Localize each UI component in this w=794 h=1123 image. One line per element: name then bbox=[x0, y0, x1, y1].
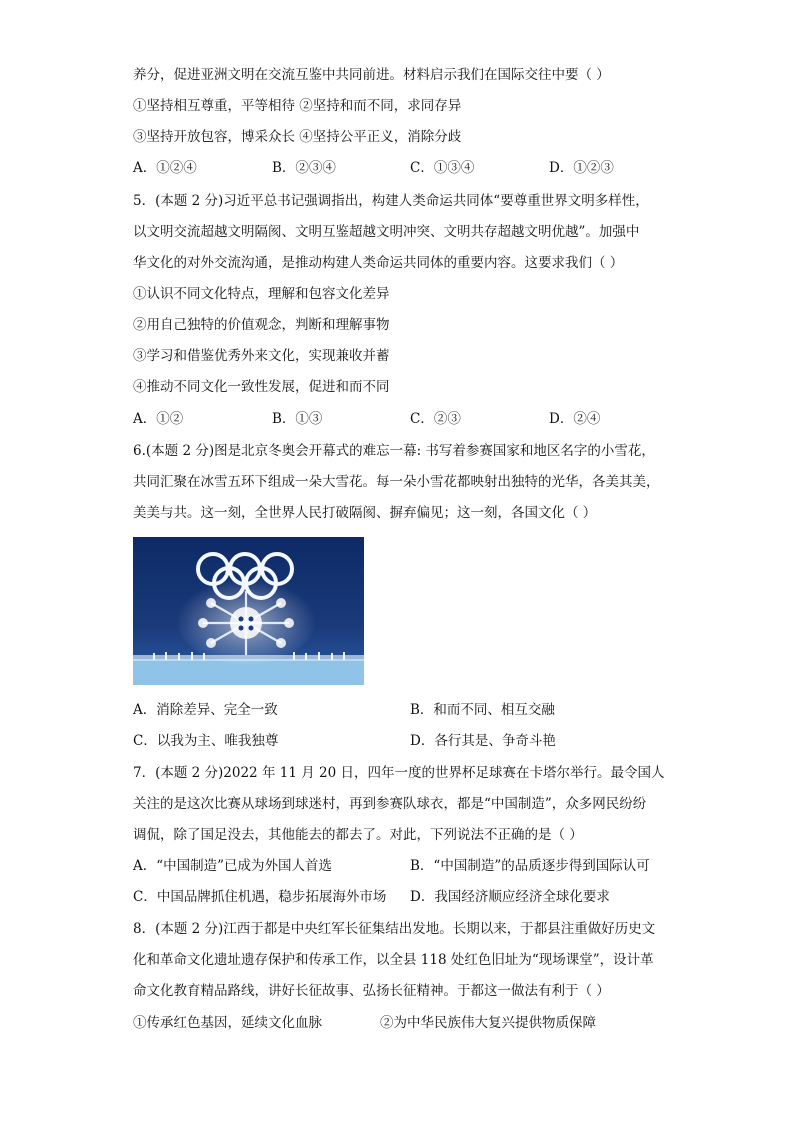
q5-option-c[interactable]: C．②③ bbox=[410, 411, 461, 427]
q7-option-d[interactable]: D．我国经济顺应经济全球化要求 bbox=[410, 889, 610, 905]
q6-stem-2: 共同汇聚在冰雪五环下组成一朵大雪花。每一朵小雪花都映射出独特的光华，各美其美， bbox=[133, 474, 660, 490]
q6-option-a[interactable]: A．消除差异、完全一致 bbox=[133, 702, 278, 718]
q7-option-b[interactable]: B．“中国制造”的品质逐步得到国际认可 bbox=[410, 858, 650, 874]
q5-stem-2: 以文明交流超越文明隔阂、文明互鉴超越文明冲突、文明共存超越文明优越”。加强中 bbox=[133, 224, 640, 240]
q5-stem-3: 华文化的对外交流沟通，是推动构建人类命运共同体的重要内容。这要求我们（ ） bbox=[133, 255, 624, 271]
q5-stem-1: 5．(本题 2 分)习近平总书记强调指出，构建人类命运共同体“要尊重世界文明多样性， bbox=[133, 193, 649, 209]
q5-item-1: ①认识不同文化特点，理解和包容文化差异 bbox=[133, 286, 390, 302]
q5-item-4: ④推动不同文化一致性发展，促进和而不同 bbox=[133, 379, 390, 395]
q4-option-b[interactable]: B．②③④ bbox=[272, 160, 336, 176]
q7-option-c[interactable]: C．中国品牌抓住机遇，稳步拓展海外市场 bbox=[133, 889, 387, 905]
q5-option-d[interactable]: D．②④ bbox=[549, 411, 601, 427]
q8-item-1: ①传承红色基因，延续文化血脉 bbox=[133, 1015, 322, 1031]
q7-stem-3: 调侃，除了国足没去，其他能去的都去了。对此，下列说法不正确的是（ ） bbox=[133, 827, 583, 843]
q6-option-b[interactable]: B．和而不同、相互交融 bbox=[410, 702, 555, 718]
winter-olympics-ceremony-image bbox=[133, 537, 364, 685]
q5-item-2: ②用自己独特的价值观念，判断和理解事物 bbox=[133, 317, 390, 333]
q4-item-2: ③坚持开放包容，博采众长 ④坚持公平正义，消除分歧 bbox=[133, 129, 462, 145]
q8-stem-3: 命文化教育精品路线，讲好长征故事、弘扬长征精神。于都这一做法有利于（ ） bbox=[133, 983, 610, 999]
q4-stem-tail: 养分，促进亚洲文明在交流互鉴中共同前进。材料启示我们在国际交往中要（ ） bbox=[133, 67, 610, 83]
q4-item-1: ①坚持相互尊重，平等相待 ②坚持和而不同，求同存异 bbox=[133, 98, 462, 114]
q8-stem-2: 化和革命文化遗址遗存保护和传承工作，以全县 118 处红色旧址为“现场课堂”，设计革 bbox=[133, 952, 654, 968]
q5-option-a[interactable]: A．①② bbox=[133, 411, 184, 427]
q6-stem-1: 6.(本题 2 分)图是北京冬奥会开幕式的难忘一幕: 书写着参赛国家和地区名字的小雪花， bbox=[133, 443, 655, 459]
q6-option-d[interactable]: D．各行其是、争奇斗艳 bbox=[410, 733, 556, 749]
q4-option-d[interactable]: D．①②③ bbox=[549, 160, 614, 176]
q7-stem-2: 关注的是这次比赛从球场到球迷村，再到参赛队球衣，都是“中国制造”，众多网民纷纷 bbox=[133, 796, 647, 812]
q7-stem-1: 7．(本题 2 分)2022 年 11 月 20 日，四年一度的世界杯足球赛在卡塔尔举行。最令国人 bbox=[133, 765, 665, 781]
q8-item-2: ②为中华民族伟大复兴提供物质保障 bbox=[380, 1015, 596, 1031]
q4-option-a[interactable]: A．①②④ bbox=[133, 160, 197, 176]
q6-stem-3: 美美与共。这一刻，全世界人民打破隔阂、摒弃偏见；这一刻，各国文化（ ） bbox=[133, 505, 597, 521]
q8-stem-1: 8．(本题 2 分)江西于都是中央红军长征集结出发地。长期以来，于都县注重做好历史文 bbox=[133, 921, 656, 937]
q7-option-a[interactable]: A．“中国制造”已成为外国人首选 bbox=[133, 858, 333, 874]
q5-option-b[interactable]: B．①③ bbox=[272, 411, 323, 427]
q4-option-c[interactable]: C．①③④ bbox=[410, 160, 475, 176]
q5-item-3: ③学习和借鉴优秀外来文化，实现兼收并蓄 bbox=[133, 348, 390, 364]
q6-option-c[interactable]: C．以我为主、唯我独尊 bbox=[133, 733, 279, 749]
